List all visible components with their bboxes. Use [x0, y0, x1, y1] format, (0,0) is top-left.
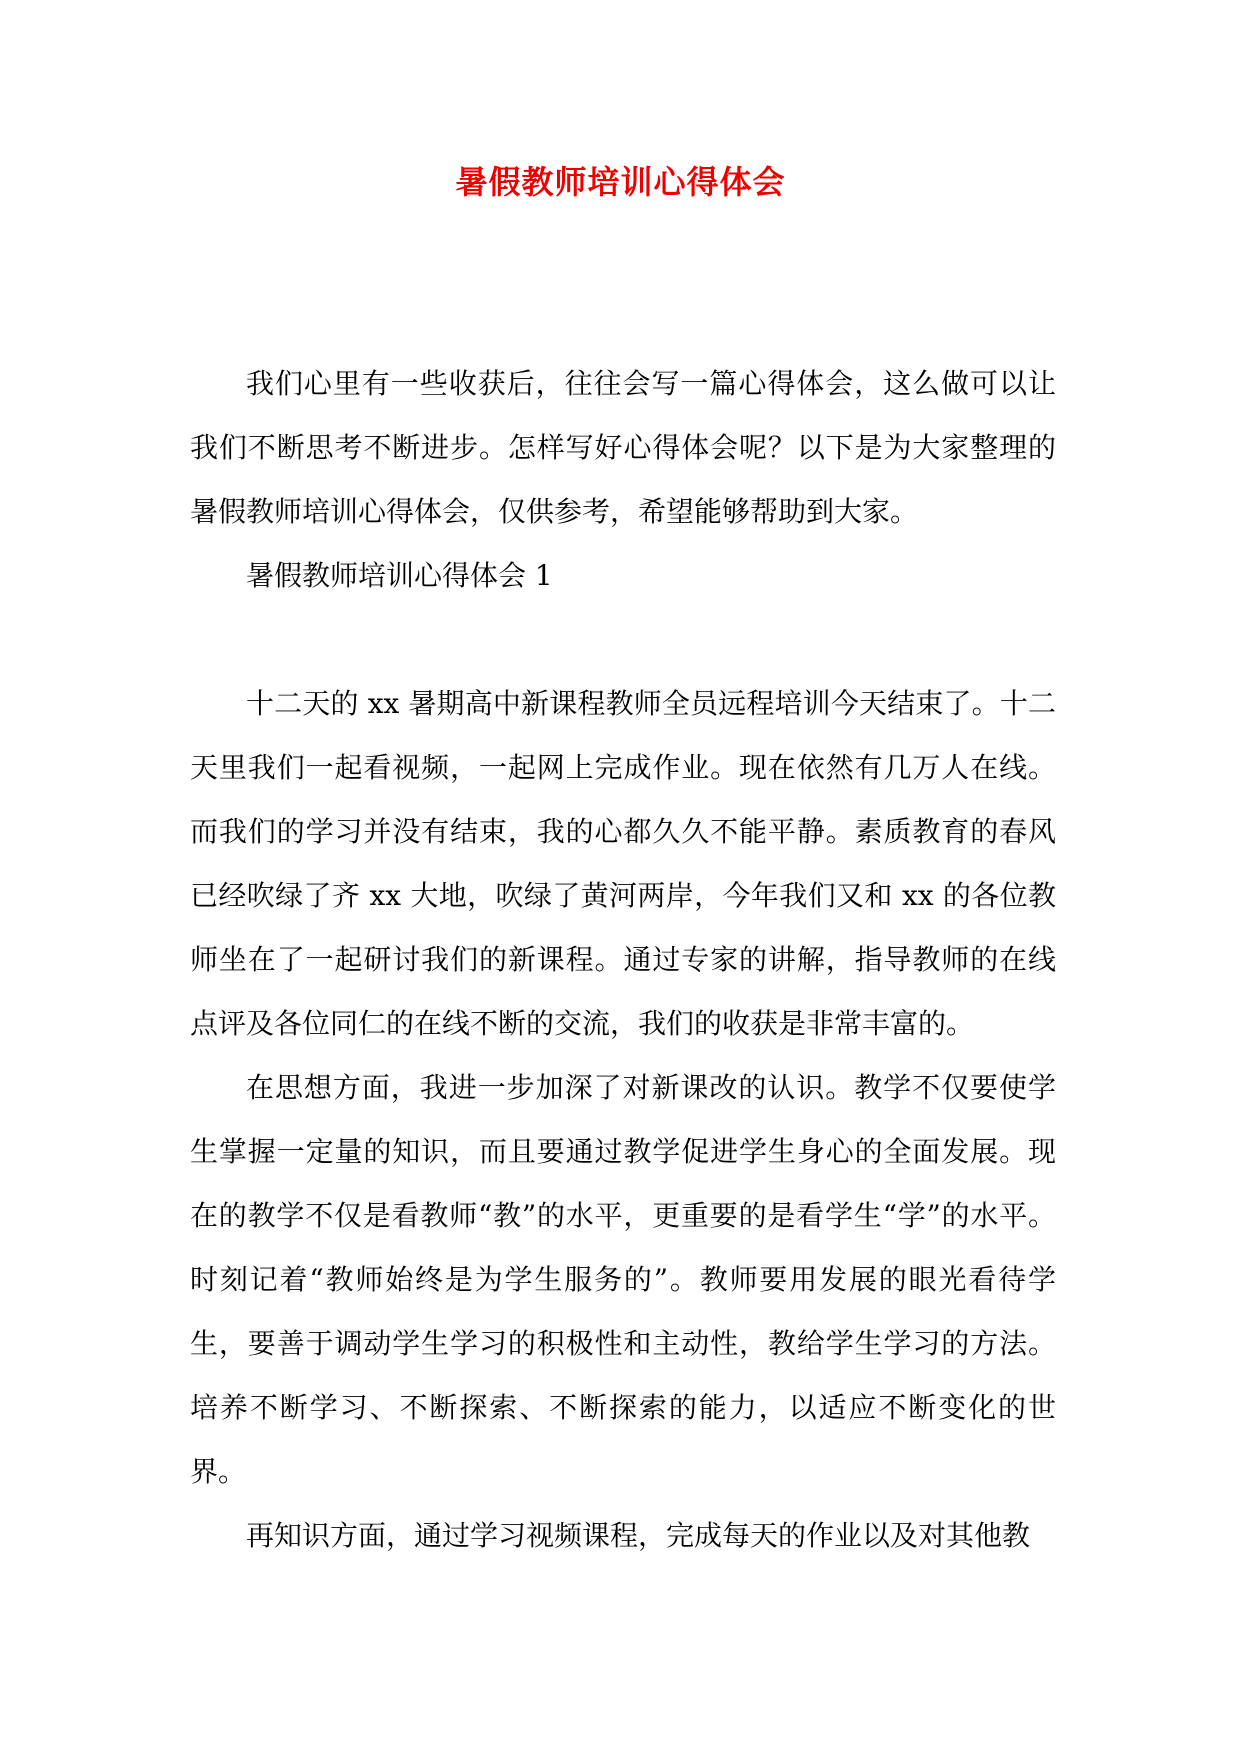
- intro-paragraph: 我们心里有一些收获后，往往会写一篇心得体会，这么做可以让我们不断思考不断进步。怎样写好心得体会呢？以下是为大家整理的暑假教师培训心得体会，仅供参考，希望能够帮助到大家。: [190, 367, 1056, 528]
- document-body: [190, 352, 1056, 1568]
- body-paragraph-2: 在思想方面，我进一步加深了对新课改的认识。教学不仅要使学生掌握一定量的知识，而且要通过教学促进学生身心的全面发展。现在的教学不仅是看教师“教”的水平，更重要的是看学生“学”的水平。时刻记着“教师始终是为学生服务的”。教师要用发展的眼光看待学生，要善于调动学生学习的积极性和主动性，教给学生学习的方法。培养不断学习、不断探索、不断探索的能力，以适应不断变化的世界。: [190, 1071, 1056, 1488]
- body-paragraph-1: 十二天的 xx 暑期高中新课程教师全员远程培训今天结束了。十二天里我们一起看视频，一起网上完成作业。现在依然有几万人在线。而我们的学习并没有结束，我的心都久久不能平静。素质教育的春风已经吹绿了齐 xx 大地，吹绿了黄河两岸，今年我们又和 xx 的各位教师坐在了一起研讨我们的新课程。通过专家的讲解，指导教师的在线点评及各位同仁的在线不断的交流，我们的收获是非常丰富的。: [190, 687, 1056, 1040]
- section-heading: 暑假教师培训心得体会 1: [246, 559, 553, 592]
- document-title: 暑假教师培训心得体会: [455, 163, 786, 201]
- body-paragraph-3: 再知识方面，通过学习视频课程，完成每天的作业以及对其他教: [246, 1519, 1031, 1552]
